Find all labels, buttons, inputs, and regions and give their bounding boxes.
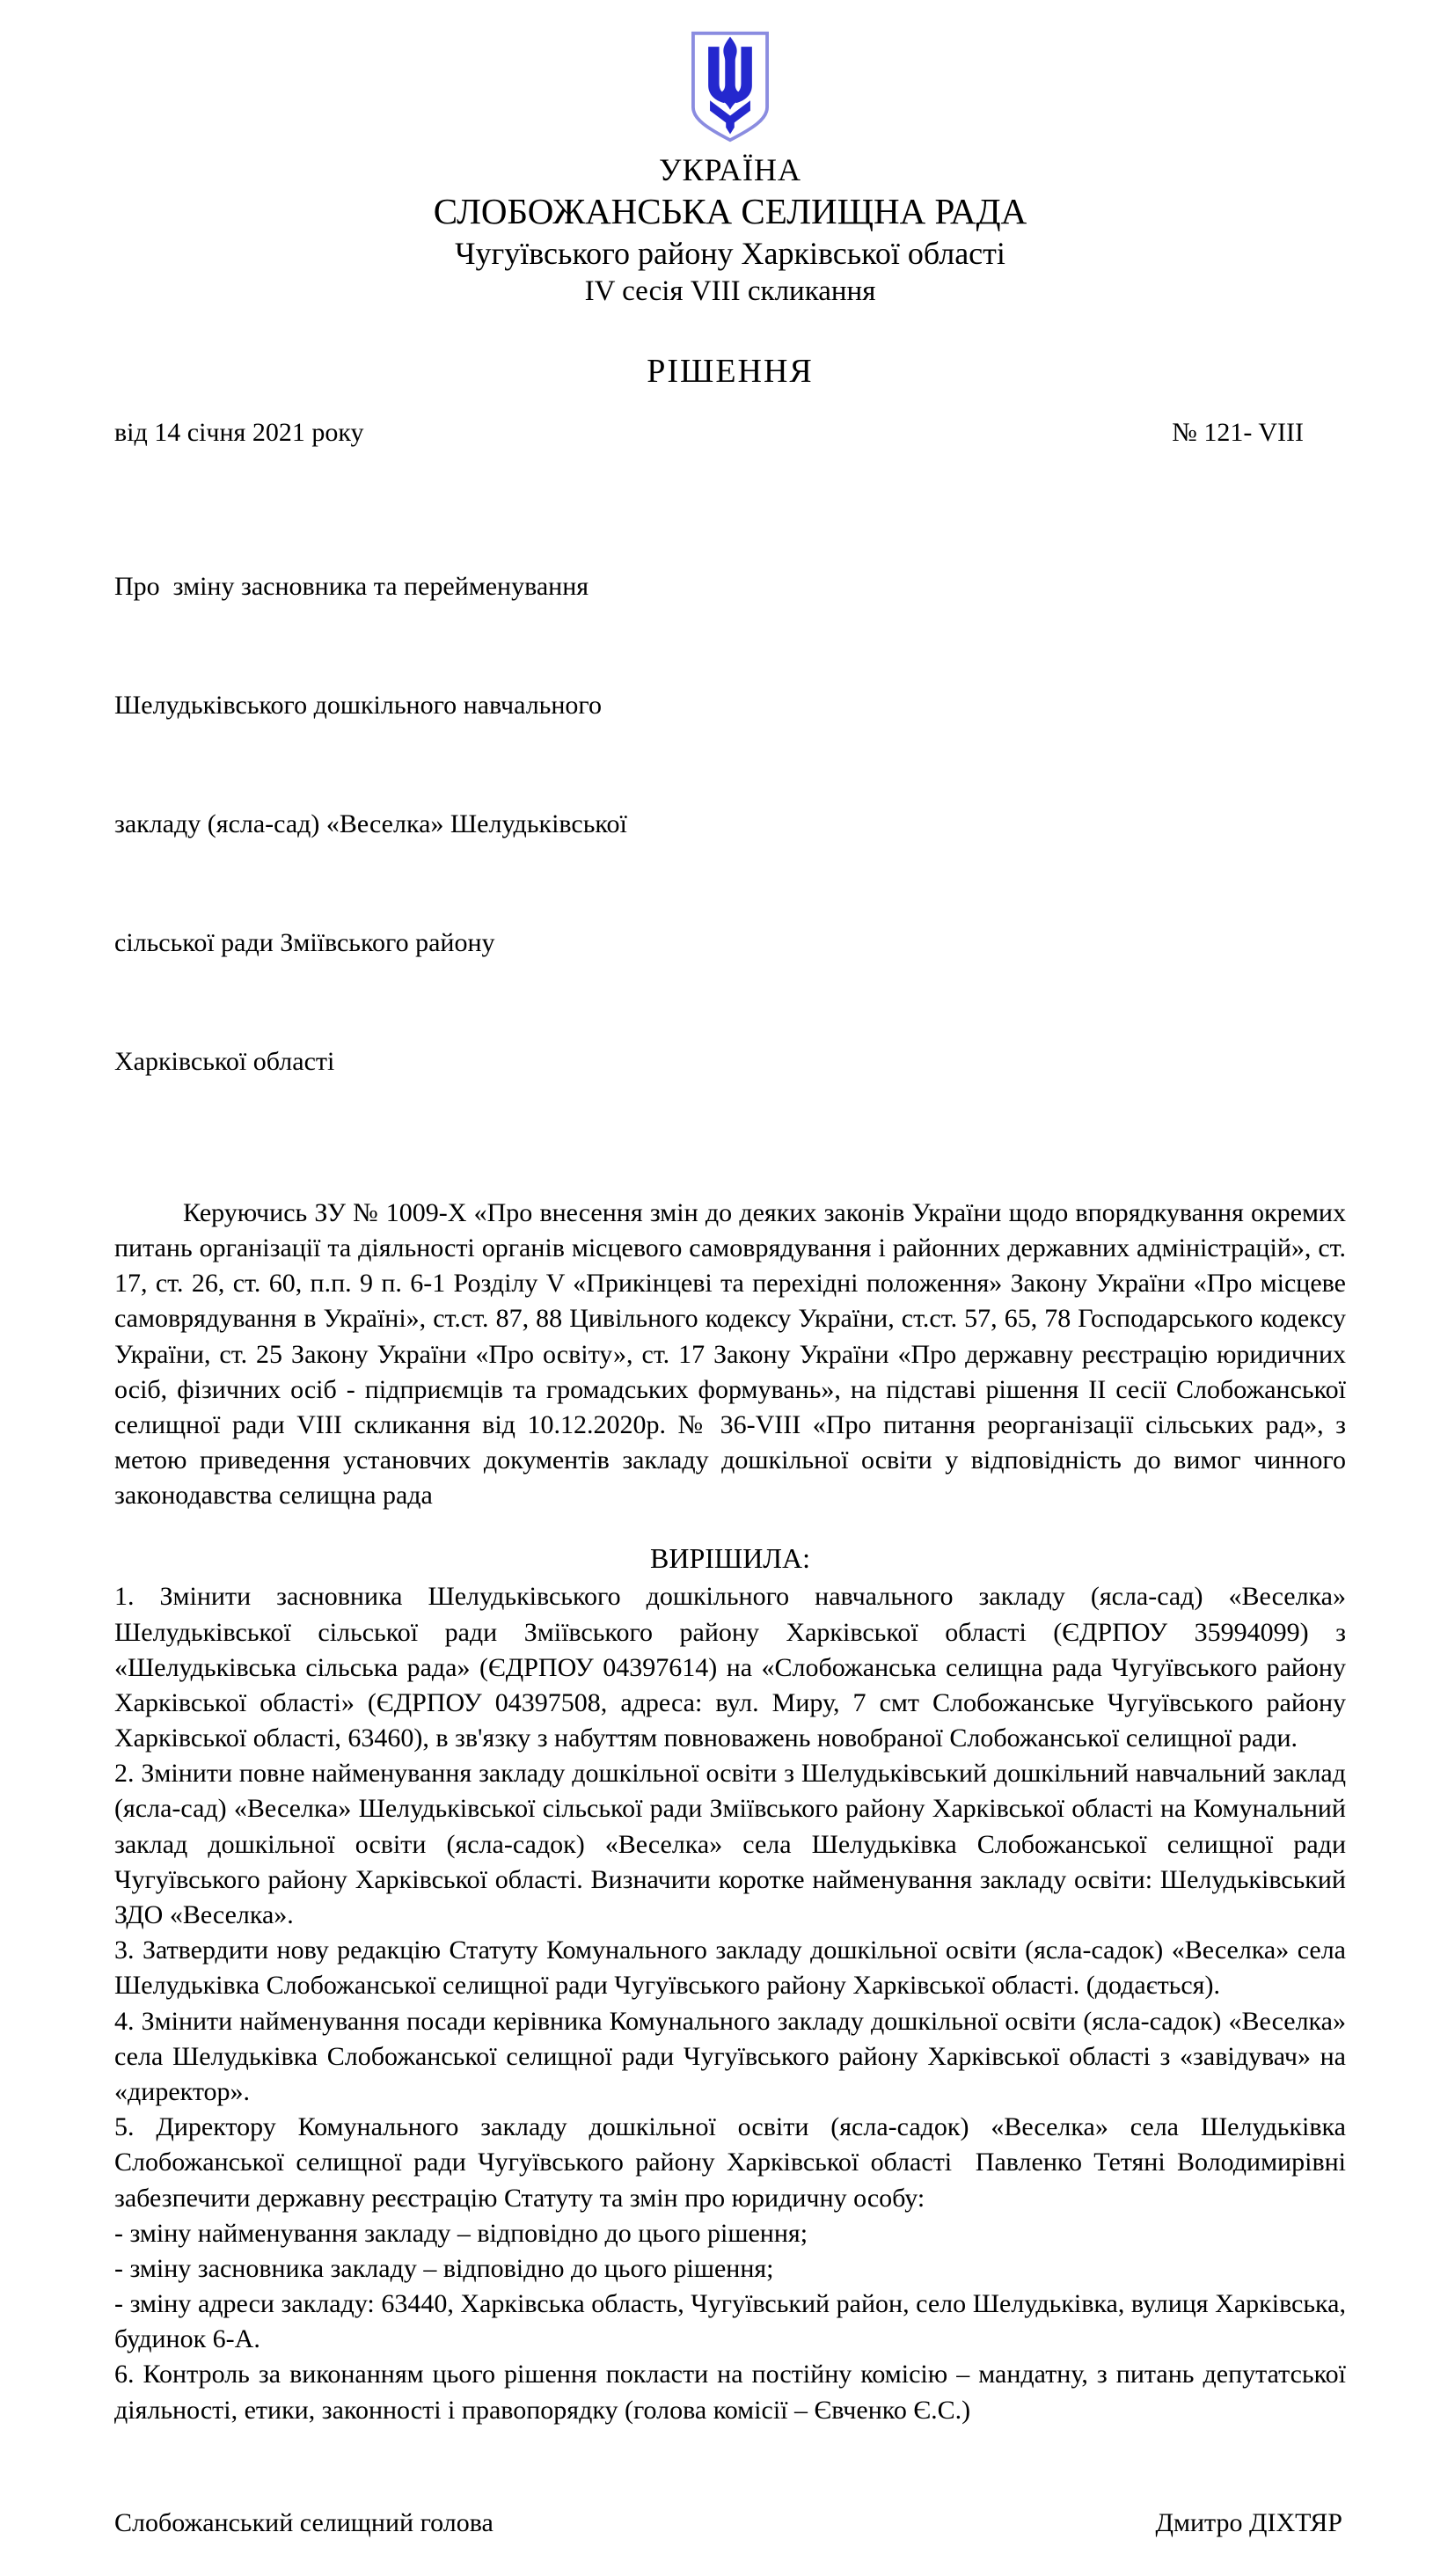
resolution-item-5-sub-3: - зміну адреси закладу: 63440, Харківська область, Чугуївський район, село Шелудьківка, вулиця Харківська, будинок 6-А. <box>114 2289 1353 2354</box>
preamble-paragraph: Керуючись ЗУ № 1009-X «Про внесення змін до деяких законів України щодо впорядкування окремих питань організації та діяльності органів місцевого самоврядування і районних державних адміністрацій», ст. 17, ст. 26, ст. 60, п.п. 9 п. 6-1 Розділу V «Прикінцеві та перехідні положення» Закону України «Про місцеве самоврядування в Україні», ст.ст. 87, 88 Цивільного кодексу України, ст.ст. 57, 65, 78 Господарського кодексу України, ст. 25 Закону України «Про освіту», ст. 17 Закону України «Про державну реєстрацію юридичних осіб, фізичних осіб - підприємців та громадських формувань», на підставі рішення II сесії Слобожанської селищної ради VIII скликання від 10.12.2020р. № 36-VIII «Про питання реорганізації сільських рад», з метою приведення установчих документів закладу дошкільної освіти у відповідність до вимог чинного законодавства селищна рада <box>114 1197 1353 1511</box>
ukraine-trident-emblem-icon <box>114 30 1346 144</box>
resolution-item-5: 5. Директору Комунального закладу дошкільної освіти (ясла-садок) «Веселка» села Шелудьківка Слобожанської селищної ради Чугуївського району Харківської області Павленко Тетяні Володимирівні забезпечити державну реєстрацію Статуту та змін про юридичну особу: <box>114 2112 1353 2213</box>
resolution-item-6: 6. Контроль за виконанням цього рішення покласти на постійну комісію – мандатну, з питань депутатської діяльності, етики, законності і правопорядку (голова комісії – Євченко Є.С.) <box>114 2360 1353 2425</box>
resolution-items <box>114 1579 1353 2428</box>
resolution-item-2: 2. Змінити повне найменування закладу дошкільної освіти з Шелудьківський дошкільний навчальний заклад (ясла-сад) «Веселка» Шелудьківської сільської ради Зміївського району Харківської області на Комунальний заклад дошкільної освіти (ясла-садок) «Веселка» села Шелудьківка Слобожанської селищної ради Чугуївського району Харківської області. Визначити коротке найменування закладу освіти: Шелудьківський ЗДО «Веселка». <box>114 1759 1353 1930</box>
decision-number: № 121- VIII <box>1172 417 1304 447</box>
emblem-trident-point <box>726 116 735 135</box>
resolution-item-4: 4. Змінити найменування посади керівника Комунального закладу дошкільної освіти (ясла-садок) «Веселка» села Шелудьківка Слобожанської селищної ради Чугуївського району Харківської області з «завідувач» на «директор». <box>114 2006 1353 2106</box>
signatory-name: Дмитро ДІХТЯР <box>1155 2507 1342 2537</box>
district-subtitle: Чугуївського району Харківської області <box>455 236 1005 272</box>
subject-line: Харківської області <box>114 1046 335 1076</box>
subject-line: закладу (ясла-сад) «Веселка» Шелудьківської <box>114 809 627 838</box>
subject-line: сільської ради Зміївського району <box>114 927 495 957</box>
signature-row <box>114 2506 1346 2541</box>
emblem-trident-center-prong <box>720 37 741 110</box>
council-title: СЛОБОЖАНСЬКА СЕЛИЩНА РАДА <box>433 191 1027 232</box>
subject-line: Про зміну засновника та перейменування <box>114 571 589 601</box>
country-title: УКРАЇНА <box>659 152 801 187</box>
session-subtitle: IV сесія VIII скликання <box>584 275 876 308</box>
date-number-row <box>114 415 1346 450</box>
resolution-item-5-sub-1: - зміну найменування закладу – відповідно до цього рішення; <box>114 2218 808 2248</box>
document-type-heading: РІШЕННЯ <box>647 352 814 390</box>
subject-line: Шелудьківського дошкільного навчального <box>114 690 602 720</box>
resolution-item-5-sub-2: - зміну засновника закладу – відповідно до цього рішення; <box>114 2253 774 2283</box>
resolution-item-1: 1. Змінити засновника Шелудьківського дошкільного навчального закладу (ясла-сад) «Веселка» Шелудьківської сільської ради Зміївського району Харківської області (ЄДРПОУ 35994099) з «Шелудьківська сільська рада» (ЄДРПОУ 04397614) на «Слобожанська селищна рада Чугуївського району Харківської області» (ЄДРПОУ 04397508, адреса: вул. Миру, 7 смт Слобожанське Чугуївського району Харківської області, 63460), в зв'язку з набуттям повноважень новобраної Слобожанської селищної ради. <box>114 1582 1353 1753</box>
decision-date: від 14 січня 2021 року <box>114 417 364 447</box>
resolved-heading: ВИРІШИЛА: <box>650 1542 810 1575</box>
resolution-item-3: 3. Затвердити нову редакцію Статуту Комунального закладу дошкільної освіти (ясла-садок) «Веселка» села Шелудьківка Слобожанської селищної ради Чугуївського району Харківської області. (додається). <box>114 1936 1353 2001</box>
subject-block <box>114 487 1346 1160</box>
signatory-position: Слобожанський селищний голова <box>114 2507 494 2537</box>
letterhead <box>114 30 1346 311</box>
